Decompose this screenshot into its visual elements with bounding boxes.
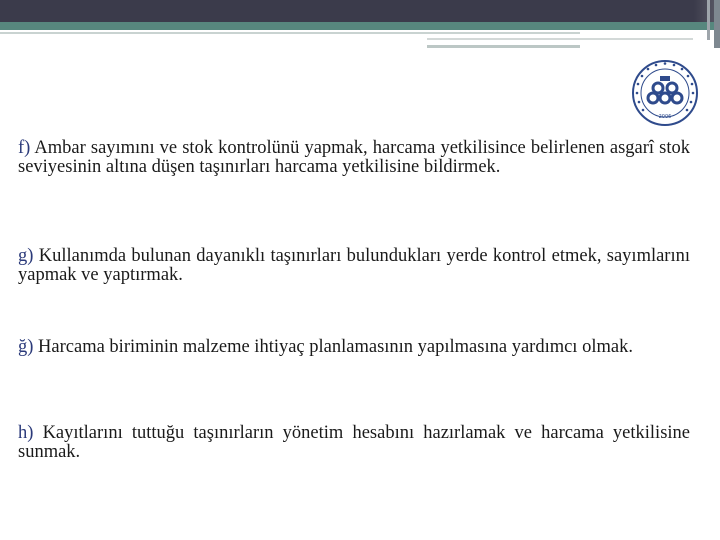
divider-line — [0, 32, 580, 34]
item-tag: f) — [18, 138, 31, 158]
item-text: Harcama biriminin malzeme ihtiyaç planlamasının yapılmasına yardımcı olmak. — [38, 337, 633, 357]
paragraph-gh — [18, 338, 690, 357]
divider-line — [427, 38, 693, 40]
item-text: Ambar sayımını ve stok kontrolünü yapmak, harcama yetkilisince belirlenen asgarî stok seviyesinin altına düşen taşınırları harcama yetkilisine bildirmek. — [18, 138, 690, 177]
corner-accent — [714, 0, 720, 48]
corner-accent-thin — [707, 0, 710, 40]
item-tag: g) — [18, 246, 34, 266]
divider-line — [427, 45, 580, 48]
item-tag: h) — [18, 423, 34, 443]
accent-band — [0, 22, 720, 30]
top-bar — [0, 0, 720, 22]
item-text: Kullanımda bulunan dayanıklı taşınırları bulundukları yerde kontrol etmek, sayımlarını yapmak ve yaptırmak. — [18, 246, 690, 285]
paragraph-f — [18, 139, 690, 177]
paragraph-g — [18, 247, 690, 285]
paragraph-h — [18, 424, 690, 462]
seal-year: 2006 — [658, 114, 672, 120]
item-tag: ğ) — [18, 337, 34, 357]
item-text: Kayıtlarını tuttuğu taşınırların yönetim hesabını hazırlamak ve harcama yetkilisine sunmak. — [18, 423, 690, 462]
university-seal-icon — [630, 58, 700, 133]
